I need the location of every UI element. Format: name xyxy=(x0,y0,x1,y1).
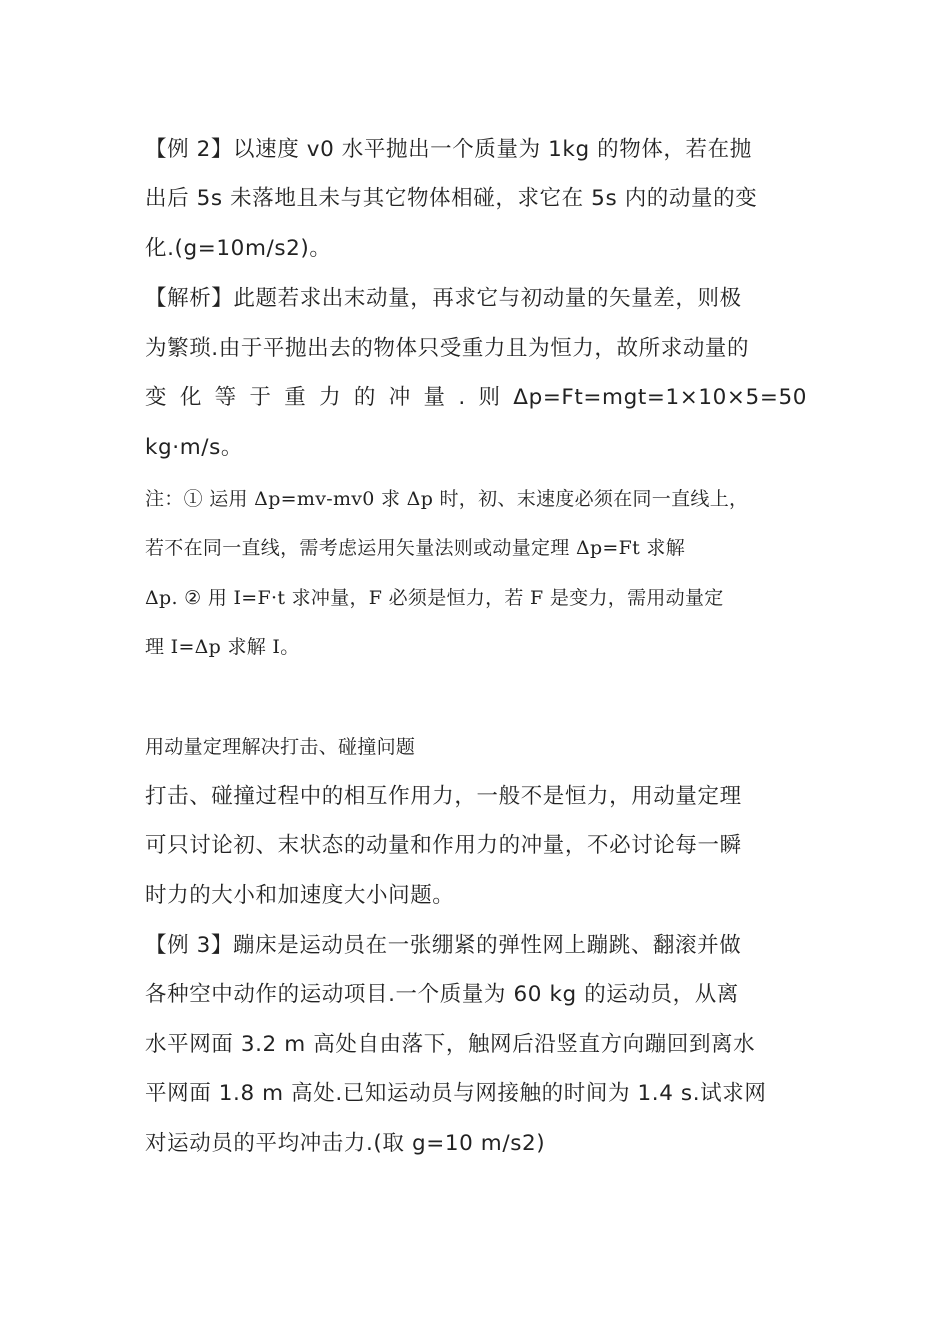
analysis-token: 等 xyxy=(214,385,237,410)
analysis-line-4: kg·m/s。 xyxy=(145,435,244,460)
example3-line-3: 水平网面 3.2 m 高处自由落下，触网后沿竖直方向蹦回到离水 xyxy=(145,1032,756,1057)
analysis-formula: Δp=Ft=mgt=1×10×5=50 xyxy=(513,385,807,410)
analysis-token: 则 xyxy=(478,385,501,410)
example3-line-4: 平网面 1.8 m 高处.已知运动员与网接触的时间为 1.4 s.试求网 xyxy=(145,1081,767,1106)
example3-line-1: 【例 3】蹦床是运动员在一张绷紧的弹性网上蹦跳、翻滚并做 xyxy=(145,933,742,958)
section-line-2: 可只讨论初、末状态的动量和作用力的冲量，不必讨论每一瞬 xyxy=(145,833,742,858)
analysis-line-2: 为繁琐.由于平抛出去的物体只受重力且为恒力，故所求动量的 xyxy=(145,336,750,361)
note-line-2: 若不在同一直线，需考虑运用矢量法则或动量定理 Δp=Ft 求解 xyxy=(145,537,686,559)
analysis-line-3 xyxy=(145,387,807,409)
analysis-token: . xyxy=(458,385,466,410)
analysis-token: 重 xyxy=(284,385,307,410)
analysis-line-1: 【解析】此题若求出末动量，再求它与初动量的矢量差，则极 xyxy=(145,286,742,311)
example2-line-3: 化.(g=10m/s2)。 xyxy=(145,236,332,261)
analysis-token: 量 xyxy=(423,385,446,410)
section-heading: 用动量定理解决打击、碰撞问题 xyxy=(145,736,416,758)
section-line-3: 时力的大小和加速度大小问题。 xyxy=(145,883,455,908)
example2-line-2: 出后 5s 未落地且未与其它物体相碰，求它在 5s 内的动量的变 xyxy=(145,186,758,211)
section-line-1: 打击、碰撞过程中的相互作用力，一般不是恒力，用动量定理 xyxy=(145,784,742,809)
note-line-4: 理 I=Δp 求解 I。 xyxy=(145,636,300,658)
analysis-token: 变 xyxy=(145,385,168,410)
example3-line-2: 各种空中动作的运动项目.一个质量为 60 kg 的运动员，从离 xyxy=(145,982,739,1007)
example3-line-5: 对运动员的平均冲击力.(取 g=10 m/s2) xyxy=(145,1131,546,1156)
analysis-token: 化 xyxy=(179,385,202,410)
analysis-token: 力 xyxy=(319,385,342,410)
example2-line-1: 【例 2】以速度 v0 水平抛出一个质量为 1kg 的物体，若在抛 xyxy=(145,137,752,162)
analysis-token: 于 xyxy=(249,385,272,410)
note-line-3: Δp. ② 用 I=F·t 求冲量，F 必须是恒力，若 F 是变力，需用动量定 xyxy=(145,587,724,609)
note-line-1: 注：① 运用 Δp=mv-mv0 求 Δp 时，初、末速度必须在同一直线上， xyxy=(145,488,749,510)
analysis-token: 冲 xyxy=(388,385,411,410)
analysis-token: 的 xyxy=(353,385,376,410)
